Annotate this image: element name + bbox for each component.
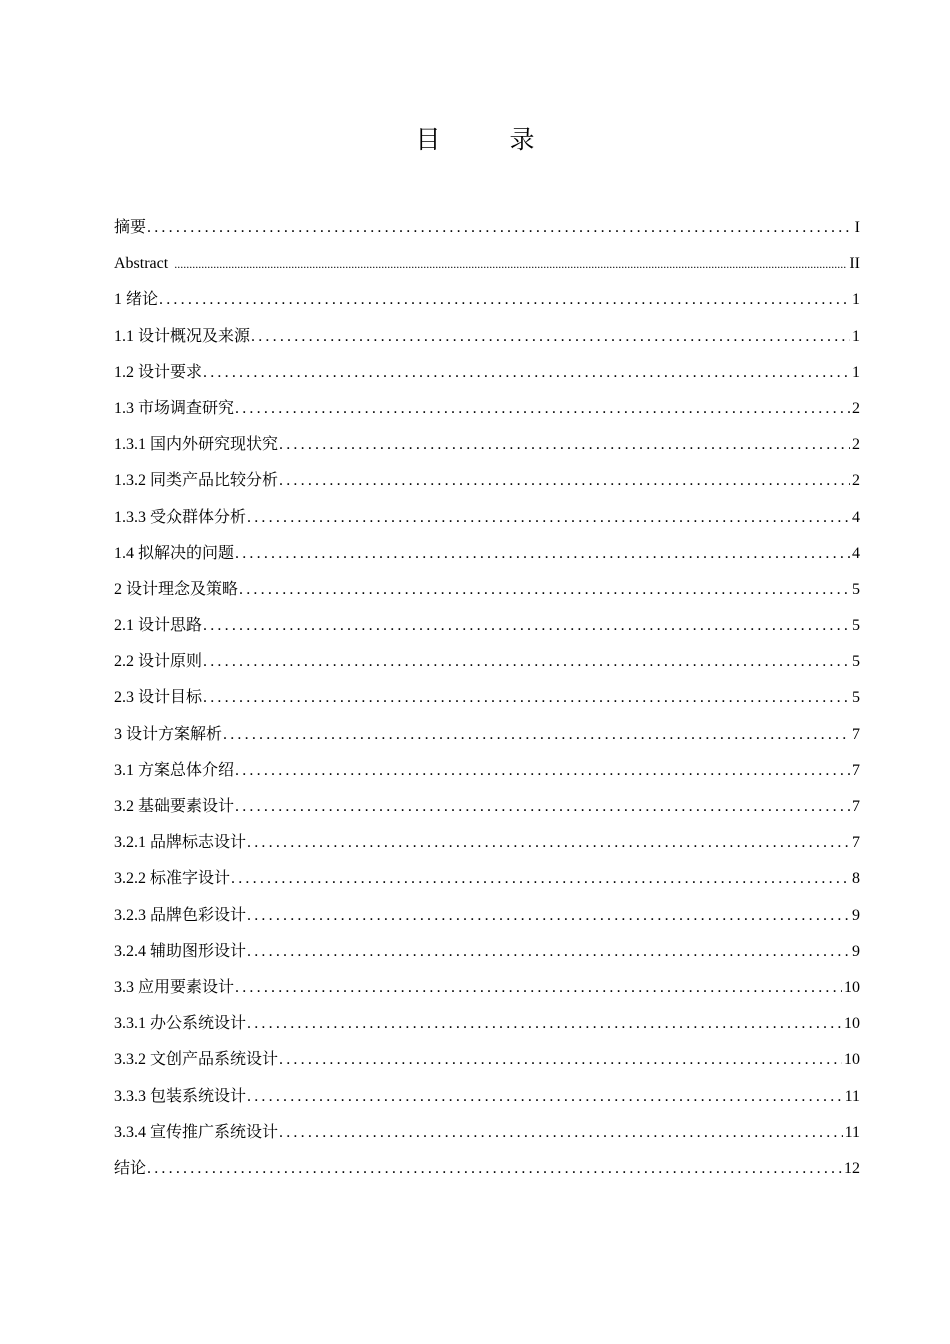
toc-dot-leader (147, 1151, 842, 1187)
toc-entry[interactable] (114, 572, 860, 608)
toc-entry[interactable] (114, 934, 860, 970)
toc-dot-leader (231, 861, 850, 897)
toc-entry-label: 3 设计方案解析 (114, 725, 223, 743)
toc-entry-page-number: 9 (852, 906, 860, 924)
toc-dot-leader (203, 680, 850, 716)
toc-entry[interactable] (114, 608, 860, 644)
toc-entry-label: 3.2.1 品牌标志设计 (114, 834, 247, 852)
toc-entry-label: 3.2.4 辅助图形设计 (114, 942, 247, 960)
toc-dot-leader (247, 898, 850, 934)
toc-entry-page-number: 10 (844, 978, 860, 996)
toc-entry[interactable] (114, 210, 860, 246)
toc-entry[interactable] (114, 861, 860, 897)
toc-entry-page-number: 1 (852, 363, 860, 381)
toc-entry-label: 1.2 设计要求 (114, 363, 203, 381)
toc-dot-leader (279, 1042, 842, 1078)
toc-entry[interactable] (114, 427, 860, 463)
toc-entry[interactable] (114, 644, 860, 680)
toc-dot-leader (174, 246, 847, 282)
toc-dot-leader (247, 500, 850, 536)
toc-entry-label: 3.1 方案总体介绍 (114, 761, 235, 779)
toc-entry-page-number: 1 (852, 291, 860, 309)
toc-entry[interactable] (114, 970, 860, 1006)
toc-entry-label: 3.3.2 文创产品系统设计 (114, 1051, 279, 1069)
toc-entry-label: 结论 (114, 1159, 147, 1177)
toc-entry-page-number: 7 (852, 761, 860, 779)
toc-entry[interactable] (114, 789, 860, 825)
toc-entry[interactable] (114, 898, 860, 934)
toc-dot-leader (239, 572, 850, 608)
toc-entry[interactable] (114, 246, 860, 282)
toc-entry-label: 3.3.3 包装系统设计 (114, 1087, 247, 1105)
toc-entry-page-number: 5 (852, 580, 860, 598)
toc-entry-label: 2.1 设计思路 (114, 617, 203, 635)
toc-entry[interactable] (114, 753, 860, 789)
toc-entry-page-number: 5 (852, 617, 860, 635)
toc-dot-leader (247, 825, 850, 861)
toc-dot-leader (251, 319, 850, 355)
toc-entry-page-number: 9 (852, 942, 860, 960)
toc-entry-page-number: 2 (852, 399, 860, 417)
toc-entry-page-number: 7 (852, 725, 860, 743)
toc-entry-label: 2.3 设计目标 (114, 689, 203, 707)
toc-entry-page-number: 2 (852, 436, 860, 454)
toc-dot-leader (235, 789, 850, 825)
toc-entry-page-number: 11 (844, 1123, 860, 1141)
toc-entry-page-number: I (854, 219, 860, 236)
toc-dot-leader (247, 1079, 843, 1115)
toc-entry-label: 2 设计理念及策略 (114, 580, 239, 598)
toc-entry-label: 3.3.1 办公系统设计 (114, 1015, 247, 1033)
toc-dot-leader (235, 536, 850, 572)
toc-entry-page-number: 12 (844, 1159, 860, 1177)
toc-entry-label: 3.2.3 品牌色彩设计 (114, 906, 247, 924)
toc-entry[interactable] (114, 1006, 860, 1042)
toc-entry-page-number: II (849, 255, 860, 273)
toc-entry[interactable] (114, 355, 860, 391)
toc-entry-page-number: 1 (852, 327, 860, 345)
toc-entry-label: 1.3.2 同类产品比较分析 (114, 472, 279, 490)
toc-entry-label: 1.3 市场调查研究 (114, 399, 235, 417)
toc-title: 目 录 (415, 125, 557, 154)
toc-dot-leader (279, 463, 850, 499)
toc-entry[interactable] (114, 391, 860, 427)
toc-list (114, 210, 860, 1187)
toc-dot-leader (247, 1006, 842, 1042)
toc-dot-leader (247, 934, 850, 970)
toc-entry-label: 1.4 拟解决的问题 (114, 544, 235, 562)
toc-entry-page-number: 2 (852, 472, 860, 490)
toc-entry[interactable] (114, 717, 860, 753)
toc-entry[interactable] (114, 500, 860, 536)
toc-dot-leader (223, 717, 850, 753)
toc-entry-page-number: 8 (852, 870, 860, 888)
toc-entry-page-number: 4 (852, 508, 860, 526)
toc-entry-page-number: 11 (844, 1087, 860, 1105)
toc-entry-page-number: 5 (852, 689, 860, 707)
toc-entry-label: 3.3 应用要素设计 (114, 978, 235, 996)
toc-entry-label: 2.2 设计原则 (114, 653, 203, 671)
toc-dot-leader (203, 644, 850, 680)
toc-entry-label: 1.3.1 国内外研究现状究 (114, 436, 279, 454)
toc-dot-leader (279, 1115, 843, 1151)
toc-dot-leader (159, 282, 850, 318)
toc-dot-leader (203, 355, 850, 391)
toc-dot-leader (235, 753, 850, 789)
toc-entry-label: 3.2 基础要素设计 (114, 798, 235, 815)
toc-dot-leader (235, 391, 850, 427)
toc-entry[interactable] (114, 319, 860, 355)
toc-entry-label: 1.1 设计概况及来源 (114, 327, 251, 345)
toc-entry[interactable] (114, 1115, 860, 1151)
toc-dot-leader (235, 970, 842, 1006)
toc-entry-page-number: 10 (844, 1051, 860, 1069)
toc-dot-leader (203, 608, 850, 644)
toc-entry-page-number: 10 (844, 1015, 860, 1033)
toc-entry-label: Abstract (114, 255, 169, 273)
toc-entry[interactable] (114, 1151, 860, 1187)
toc-entry[interactable] (114, 463, 860, 499)
toc-entry[interactable] (114, 1079, 860, 1115)
toc-entry-label: 1 绪论 (114, 291, 159, 309)
toc-entry[interactable] (114, 536, 860, 572)
toc-entry[interactable] (114, 282, 860, 318)
toc-entry[interactable] (114, 825, 860, 861)
toc-entry-page-number: 4 (852, 544, 860, 562)
toc-entry-label: 摘要 (114, 219, 147, 236)
toc-entry[interactable] (114, 680, 860, 716)
toc-dot-leader (279, 427, 850, 463)
toc-dot-leader (147, 210, 853, 246)
toc-entry-page-number: 7 (852, 834, 860, 852)
toc-entry[interactable] (114, 1042, 860, 1078)
toc-entry-page-number: 7 (852, 798, 860, 815)
toc-entry-label: 3.2.2 标准字设计 (114, 870, 231, 888)
toc-entry-label: 1.3.3 受众群体分析 (114, 508, 247, 526)
toc-entry-label: 3.3.4 宣传推广系统设计 (114, 1123, 279, 1141)
toc-entry-page-number: 5 (852, 653, 860, 671)
